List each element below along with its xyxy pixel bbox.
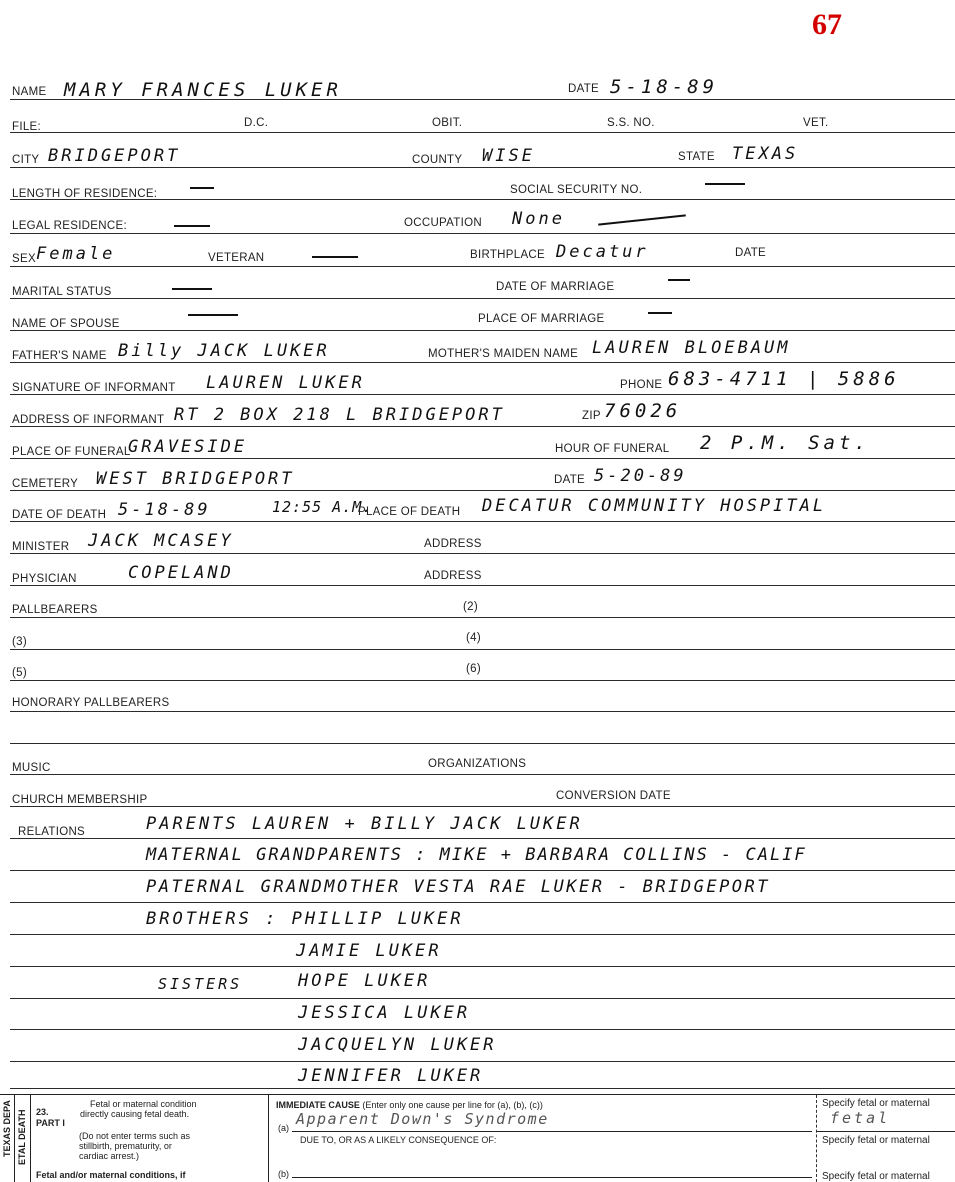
- social-security-label: SOCIAL SECURITY NO.: [510, 184, 643, 196]
- name-label: NAME: [12, 86, 47, 98]
- veteran-label: VETERAN: [208, 252, 265, 264]
- relations-rule-7: [10, 1029, 955, 1030]
- relations-line: BROTHERS : PHILLIP LUKER: [146, 909, 464, 929]
- death-place-label: PLACE OF DEATH: [358, 506, 461, 518]
- pallbearers-label: PALLBEARERS: [12, 604, 98, 616]
- pallbearer-2-label: (2): [463, 601, 478, 613]
- minister-rule: [10, 553, 955, 554]
- cause-a-value: Apparent Down's Syndrome: [296, 1110, 549, 1128]
- side-text-death: ETAL DEATH: [17, 1109, 27, 1165]
- organizations-label: ORGANIZATIONS: [428, 758, 527, 770]
- birth-date-label: DATE: [735, 247, 767, 259]
- minister-label: MINISTER: [12, 541, 70, 553]
- ssno-label: S.S. NO.: [607, 117, 655, 129]
- relations-label: RELATIONS: [18, 826, 86, 838]
- legal-residence-label: LEGAL RESIDENCE:: [12, 220, 127, 232]
- church-membership-label: CHURCH MEMBERSHIP: [12, 794, 148, 806]
- city-value: BRIDGEPORT: [48, 146, 181, 166]
- physician-address-label: ADDRESS: [424, 570, 482, 582]
- specify-divider: [816, 1095, 817, 1182]
- immediate-cause-title: IMMEDIATE CAUSE: [276, 1100, 360, 1110]
- obit-label: OBIT.: [432, 117, 463, 129]
- column-divider: [268, 1095, 269, 1182]
- state-label: STATE: [678, 151, 715, 163]
- occupation-dash: [598, 214, 686, 225]
- mother-value: LAUREN BLOEBAUM: [592, 338, 791, 358]
- minister-value: JACK MCASEY: [88, 531, 234, 551]
- cemetery-date-value: 5-20-89: [594, 466, 687, 486]
- legal-residence-dash: [174, 225, 210, 227]
- pallbearer-4-label: (4): [466, 632, 481, 644]
- name-rule: [10, 99, 955, 100]
- county-label: COUNTY: [412, 154, 463, 166]
- item-number: 23.: [36, 1107, 49, 1117]
- parents-rule: [10, 362, 955, 363]
- pallbearers-rule-3: [10, 680, 955, 681]
- relations-rule-6: [10, 998, 955, 999]
- informant-signature-label: SIGNATURE OF INFORMANT: [12, 382, 176, 394]
- cause-a-line: [292, 1131, 812, 1132]
- relations-line: MATERNAL GRANDPARENTS : MIKE + BARBARA COLLINS - CALIF: [146, 845, 807, 865]
- fetal-death-certificate-section: [0, 1094, 955, 1182]
- sex-label: SEX: [12, 253, 36, 265]
- file-label: FILE:: [12, 121, 41, 133]
- birthplace-value: Decatur: [556, 242, 649, 262]
- pallbearer-5-label: (5): [12, 667, 27, 679]
- informant-signature-value: LAUREN LUKER: [206, 373, 365, 393]
- dc-label: D.C.: [244, 117, 269, 129]
- funeral-place-value: GRAVESIDE: [128, 437, 248, 457]
- county-value: WISE: [482, 146, 535, 166]
- honorary-rule: [10, 711, 955, 712]
- spouse-rule: [10, 330, 955, 331]
- place-of-marriage-label: PLACE OF MARRIAGE: [478, 313, 605, 325]
- place-of-marriage-dash: [648, 312, 672, 314]
- relations-line: JESSICA LUKER: [298, 1003, 471, 1023]
- relations-line: JENNIFER LUKER: [298, 1066, 484, 1086]
- relations-rule-1: [10, 838, 955, 839]
- date-of-marriage-label: DATE OF MARRIAGE: [496, 281, 615, 293]
- veteran-dash: [312, 256, 358, 258]
- informant-address-rule: [10, 426, 955, 427]
- mother-label: MOTHER'S MAIDEN NAME: [428, 348, 579, 360]
- due-to-label: DUE TO, OR AS A LIKELY CONSEQUENCE OF:: [300, 1135, 497, 1145]
- relations-line: SISTERS: [158, 975, 243, 993]
- relations-line: JAMIE LUKER: [296, 941, 442, 961]
- vet-label: VET.: [803, 117, 829, 129]
- file-rule: [10, 132, 955, 133]
- date-value: 5-18-89: [610, 76, 719, 98]
- death-date-value: 5-18-89: [118, 500, 211, 520]
- spouse-dash: [188, 314, 238, 316]
- part-description-2: directly causing fetal death.: [80, 1109, 190, 1119]
- relations-rule-3: [10, 902, 955, 903]
- relations-line: HOPE LUKER: [298, 971, 431, 991]
- note-1: (Do not enter terms such as: [79, 1131, 191, 1141]
- informant-address-label: ADDRESS OF INFORMANT: [12, 414, 165, 426]
- occupation-value: None: [512, 209, 565, 229]
- music-rule: [10, 774, 955, 775]
- relations-line: JACQUELYN LUKER: [298, 1035, 497, 1055]
- pallbearer-6-label: (6): [466, 663, 481, 675]
- legal-residence-rule: [10, 233, 955, 234]
- date-of-marriage-dash: [668, 279, 690, 281]
- spouse-label: NAME OF SPOUSE: [12, 318, 120, 330]
- physician-rule: [10, 585, 955, 586]
- funeral-hour-label: HOUR OF FUNERAL: [555, 443, 670, 455]
- state-value: TEXAS: [732, 144, 799, 164]
- specify-label-a: Specify fetal or maternal: [822, 1098, 930, 1109]
- line-a-label: (a): [278, 1123, 289, 1133]
- line-b-label: (b): [278, 1169, 289, 1179]
- cemetery-date-label: DATE: [554, 474, 586, 486]
- funeral-hour-value: 2 P.M. Sat.: [700, 432, 870, 454]
- relations-line: PARENTS LAUREN + BILLY JACK LUKER: [146, 814, 583, 834]
- pallbearers-rule-2: [10, 649, 955, 650]
- side-text-dept: TEXAS DEPA: [2, 1100, 12, 1157]
- sex-rule: [10, 266, 955, 267]
- funeral-place-label: PLACE OF FUNERAL: [12, 446, 131, 458]
- immediate-cause-note: (Enter only one cause per line for (a), (b), (c)): [362, 1100, 543, 1110]
- cemetery-value: WEST BRIDGEPORT: [96, 469, 295, 489]
- occupation-label: OCCUPATION: [404, 217, 482, 229]
- note-4: Fetal and/or maternal conditions, if: [36, 1170, 186, 1180]
- phone-label: PHONE: [620, 379, 663, 391]
- relations-rule-2: [10, 870, 955, 871]
- social-security-dash: [705, 183, 745, 185]
- marital-rule: [10, 298, 955, 299]
- conversion-date-label: CONVERSION DATE: [556, 790, 671, 802]
- date-label: DATE: [568, 83, 600, 95]
- pallbearers-rule: [10, 617, 955, 618]
- page-number: 67: [812, 8, 842, 41]
- zip-label: ZIP: [582, 410, 601, 422]
- relations-rule-9: [10, 1088, 955, 1089]
- informant-rule: [10, 394, 955, 395]
- music-label: MUSIC: [12, 762, 51, 774]
- residence-length-dash: [190, 187, 214, 189]
- pallbearer-3-label: (3): [12, 636, 27, 648]
- sex-value: Female: [36, 244, 116, 264]
- church-rule: [10, 806, 955, 807]
- specify-label-c: Specify fetal or maternal: [822, 1171, 930, 1182]
- relations-rule-5: [10, 966, 955, 967]
- cemetery-label: CEMETERY: [12, 478, 79, 490]
- residence-length-label: LENGTH OF RESIDENCE:: [12, 188, 158, 200]
- minister-address-label: ADDRESS: [424, 538, 482, 550]
- marital-status-dash: [172, 288, 212, 290]
- death-time-value: 12:55 A.M.: [272, 498, 373, 516]
- death-rule: [10, 521, 955, 522]
- father-label: FATHER'S NAME: [12, 350, 107, 362]
- father-value: Billy JACK LUKER: [118, 341, 330, 361]
- physician-label: PHYSICIAN: [12, 573, 77, 585]
- specify-label-b: Specify fetal or maternal: [822, 1135, 930, 1146]
- cause-b-line: [292, 1177, 812, 1178]
- city-label: CITY: [12, 154, 40, 166]
- birthplace-label: BIRTHPLACE: [470, 249, 546, 261]
- note-2: stillbirth, prematurity, or: [79, 1141, 172, 1151]
- note-3: cardiac arrest.): [79, 1151, 140, 1161]
- name-value: MARY FRANCES LUKER: [64, 79, 342, 101]
- specify-a-line: [816, 1131, 955, 1132]
- relations-line: PATERNAL GRANDMOTHER VESTA RAE LUKER - BRIDGEPORT: [146, 877, 771, 897]
- zip-value: 76026: [604, 400, 682, 422]
- relations-rule-8: [10, 1061, 955, 1062]
- death-date-label: DATE OF DEATH: [12, 509, 107, 521]
- honorary-rule-2: [10, 743, 955, 744]
- funeral-rule: [10, 458, 955, 459]
- specify-a-value: fetal: [830, 1109, 891, 1127]
- city-rule: [10, 167, 955, 168]
- physician-value: COPELAND: [128, 563, 234, 583]
- death-place-value: DECATUR COMMUNITY HOSPITAL: [482, 496, 827, 516]
- residence-rule: [10, 199, 955, 200]
- honorary-pallbearers-label: HONORARY PALLBEARERS: [12, 697, 170, 709]
- part-label: PART I: [36, 1118, 65, 1128]
- cemetery-rule: [10, 490, 955, 491]
- marital-status-label: MARITAL STATUS: [12, 286, 112, 298]
- informant-address-value: RT 2 BOX 218 L BRIDGEPORT: [174, 405, 505, 425]
- phone-value: 683-4711 | 5886: [668, 368, 900, 390]
- relations-rule-4: [10, 934, 955, 935]
- part-description-1: Fetal or maternal condition: [90, 1099, 197, 1109]
